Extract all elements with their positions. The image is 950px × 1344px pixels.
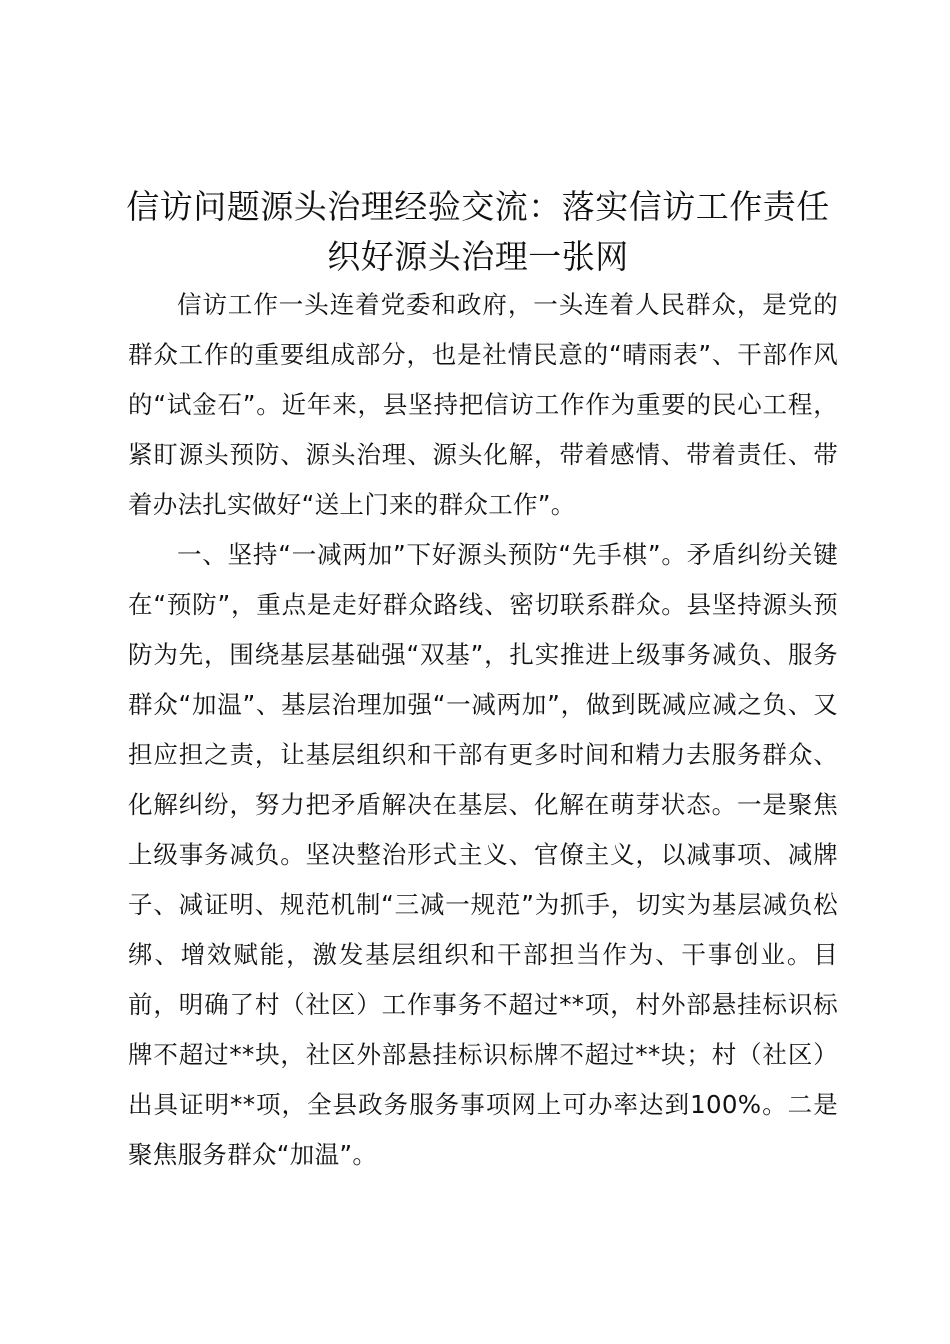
document-title: 信访问题源头治理经验交流：落实信访工作责任织好源头治理一张网: [126, 187, 830, 276]
paragraph-intro: 信访工作一头连着党委和政府，一头连着人民群众，是党的群众工作的重要组成部分，也是社情民意的“晴雨表”、干部作风的“试金石”。近年来，县坚持把信访工作作为重要的民心工程，紧盯源头预防、源头治理、源头化解，带着感情、带着责任、带着办法扎实做好“送上门来的群众工作”。: [128, 290, 838, 519]
document-body: [128, 280, 838, 1180]
paragraph-section-one: 一、坚持“一减两加”下好源头预防“先手棋”。矛盾纠纷关键在“预防”，重点是走好群众路线、密切联系群众。县坚持源头预防为先，围绕基层基础强“双基”，扎实推进上级事务减负、服务群众“加温”、基层治理加强“一减两加”，做到既减应减之负、又担应担之责，让基层组织和干部有更多时间和精力去服务群众、化解纠纷，努力把矛盾解决在基层、化解在萌芽状态。一是聚焦上级事务减负。坚决整治形式主义、官僚主义，以减事项、减牌子、减证明、规范机制“三减一规范”为抓手，切实为基层减负松绑、增效赋能，激发基层组织和干部担当作为、干事创业。目前，明确了村（社区）工作事务不超过**项，村外部悬挂标识标牌不超过**块，社区外部悬挂标识标牌不超过**块；村（社区）出具证明**项，全县政务服务事项网上可办率达到100%。二是聚焦服务群众“加温”。: [128, 540, 838, 1169]
